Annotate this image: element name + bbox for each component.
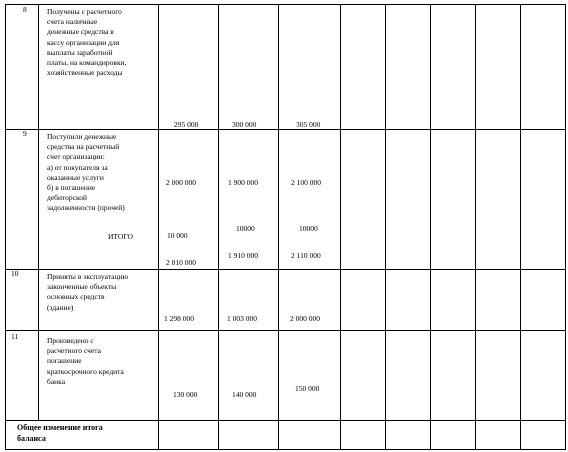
- value-cell: 130 000: [173, 390, 198, 399]
- table-border-left: [5, 4, 6, 450]
- table-border-right: [565, 4, 566, 450]
- row-divider: [5, 129, 565, 130]
- table-border-bottom: [5, 449, 565, 450]
- value-cell: 2 010 000: [166, 258, 196, 267]
- number-column-divider: [38, 4, 39, 420]
- column-divider: [520, 4, 521, 450]
- column-divider: [385, 4, 386, 450]
- value-cell: 1 298 000: [164, 314, 194, 323]
- value-cell: 295 000: [174, 120, 199, 129]
- column-divider: [158, 4, 159, 450]
- column-divider: [475, 4, 476, 450]
- value-cell: 2 100 000: [291, 178, 321, 187]
- row-number: 11: [11, 332, 19, 341]
- row-divider: [5, 330, 565, 331]
- value-cell: 1 003 000: [227, 314, 257, 323]
- row-divider: [5, 269, 565, 270]
- value-cell: 1 900 000: [228, 178, 258, 187]
- value-cell: 10 000: [167, 231, 188, 240]
- value-cell: 305 000: [296, 120, 321, 129]
- value-cell: 10000: [236, 224, 255, 233]
- table-border-top: [5, 4, 565, 5]
- column-divider: [340, 4, 341, 450]
- value-cell: 150 000: [295, 384, 320, 393]
- row-description: Приняты в эксплуатацию законченные объекты основных средств (здание): [47, 272, 129, 312]
- column-divider: [218, 4, 219, 450]
- row-description: Поступили денежные средства на расчетный счет организации: а) от покупателя за оказанные услуги б) в погашение дебиторской задолженности (прочей): [47, 132, 125, 213]
- row-number: 9: [23, 129, 27, 138]
- row-description: Получены с расчетного счета наличные денежные средства в кассу организации для выплаты заработной платы, на командировки, хозяйственные расходы: [47, 7, 127, 78]
- value-cell: 300 000: [232, 120, 257, 129]
- row-number: 8: [23, 5, 27, 14]
- value-cell: 2 000 000: [290, 314, 320, 323]
- row-description: Произведено с расчетного счета погашение краткосрочного кредита банка: [47, 336, 124, 386]
- footer-label: Общее изменение итога баланса: [17, 423, 103, 443]
- value-cell: 2 000 000: [166, 178, 196, 187]
- value-cell: 140 000: [232, 390, 257, 399]
- row-divider: [5, 420, 565, 421]
- total-label: ИТОГО: [108, 232, 133, 241]
- column-divider: [278, 4, 279, 450]
- value-cell: 1 910 000: [228, 251, 258, 260]
- value-cell: 10000: [299, 224, 318, 233]
- value-cell: 2 110 000: [291, 251, 321, 260]
- column-divider: [430, 4, 431, 450]
- row-number: 10: [11, 269, 19, 278]
